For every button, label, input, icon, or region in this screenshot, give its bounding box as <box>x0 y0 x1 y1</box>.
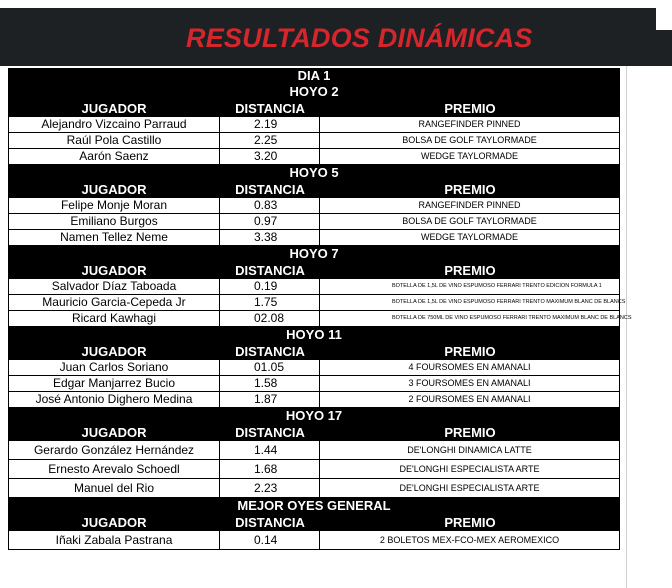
column-header-row <box>8 262 620 279</box>
prize-cell: RANGEFINDER PINNED <box>320 117 620 133</box>
column-header-distance: DISTANCIA <box>235 263 305 278</box>
distance-cell: 1.44 <box>220 441 320 460</box>
prize-cell: DE'LONGHI DINAMICA LATTE <box>320 441 620 460</box>
distance-cell: 0.83 <box>220 198 320 214</box>
column-header-distance: DISTANCIA <box>235 101 305 116</box>
column-header-prize: PREMIO <box>444 515 496 530</box>
column-header-prize: PREMIO <box>444 182 496 197</box>
table-row <box>8 392 620 408</box>
player-cell: Salvador Díaz Taboada <box>8 279 220 295</box>
section-header <box>8 408 620 424</box>
distance-cell: 3.38 <box>220 230 320 246</box>
player-cell: Ricard Kawhagi <box>8 311 220 327</box>
table-row <box>8 376 620 392</box>
prize-cell: WEDGE TAYLORMADE <box>320 230 620 246</box>
table-row <box>8 149 620 165</box>
table-row <box>8 117 620 133</box>
section-header <box>8 327 620 343</box>
player-cell: Juan Carlos Soriano <box>8 360 220 376</box>
column-header-row <box>8 181 620 198</box>
results-table <box>8 68 632 550</box>
column-header-row <box>8 424 620 441</box>
player-cell: Alejandro Vizcaino Parraud <box>8 117 220 133</box>
player-cell: Raúl Pola Castillo <box>8 133 220 149</box>
distance-cell: 2.19 <box>220 117 320 133</box>
distance-cell: 2.25 <box>220 133 320 149</box>
prize-cell: DE'LONGHI ESPECIALISTA ARTE <box>320 460 620 479</box>
prize-cell: 2 FOURSOMES EN AMANALI <box>320 392 620 408</box>
prize-cell: RANGEFINDER PINNED <box>320 198 620 214</box>
column-header-player: JUGADOR <box>81 425 147 440</box>
table-row <box>8 479 620 498</box>
table-row <box>8 531 620 550</box>
prize-cell: DE'LONGHI ESPECIALISTA ARTE <box>320 479 620 498</box>
player-cell: Iñaki Zabala Pastrana <box>8 531 220 550</box>
prize-cell: BOTELLA DE 1,5L DE VINO ESPUMOSO FERRARI TRENTO MAXIMUM BLANC DE BLANCS <box>320 295 620 311</box>
section-title: MEJOR OYES GENERAL <box>237 498 391 513</box>
player-cell: Emiliano Burgos <box>8 214 220 230</box>
column-header-distance: DISTANCIA <box>235 344 305 359</box>
column-header-prize: PREMIO <box>444 425 496 440</box>
section-title: HOYO 17 <box>285 408 343 423</box>
prize-cell: 4 FOURSOMES EN AMANALI <box>320 360 620 376</box>
prize-cell: BOLSA DE GOLF TAYLORMADE <box>320 214 620 230</box>
prize-cell: 3 FOURSOMES EN AMANALI <box>320 376 620 392</box>
distance-cell: 01.05 <box>220 360 320 376</box>
distance-cell: 1.75 <box>220 295 320 311</box>
table-row <box>8 133 620 149</box>
column-header-player: JUGADOR <box>81 263 147 278</box>
distance-cell: 1.68 <box>220 460 320 479</box>
column-header-prize: PREMIO <box>444 344 496 359</box>
section-title: HOYO 5 <box>289 165 339 180</box>
table-row <box>8 230 620 246</box>
column-header-distance: DISTANCIA <box>235 425 305 440</box>
player-cell: Aarón Saenz <box>8 149 220 165</box>
day-header <box>8 68 620 84</box>
section-header <box>8 165 620 181</box>
section-header <box>8 246 620 262</box>
column-header-distance: DISTANCIA <box>235 515 305 530</box>
table-row <box>8 198 620 214</box>
player-cell: Namen Tellez Neme <box>8 230 220 246</box>
distance-cell: 02.08 <box>220 311 320 327</box>
column-header-row <box>8 514 620 531</box>
prize-cell: BOTELLA DE 750ML DE VINO ESPUMOSO FERRARI TRENTO MAXIMUM BLANC DE BLANCS <box>320 311 620 327</box>
distance-cell: 1.87 <box>220 392 320 408</box>
distance-cell: 3.20 <box>220 149 320 165</box>
prize-cell: WEDGE TAYLORMADE <box>320 149 620 165</box>
table-row <box>8 214 620 230</box>
column-header-player: JUGADOR <box>81 515 147 530</box>
column-header-player: JUGADOR <box>81 182 147 197</box>
table-row <box>8 295 626 311</box>
header-banner-edge <box>656 30 672 66</box>
prize-cell: BOLSA DE GOLF TAYLORMADE <box>320 133 620 149</box>
player-cell: José Antonio Dighero Medina <box>8 392 220 408</box>
player-cell: Edgar Manjarrez Bucio <box>8 376 220 392</box>
grid-line <box>626 66 627 588</box>
prize-cell: BOTELLA DE 1,5L DE VINO ESPUMOSO FERRARI TRENTO EDICION FORMULA 1 <box>320 279 620 295</box>
column-header-row <box>8 100 620 117</box>
player-cell: Manuel del Rio <box>8 479 220 498</box>
distance-cell: 0.97 <box>220 214 320 230</box>
section-header <box>8 498 620 514</box>
page-title: RESULTADOS DINÁMICAS <box>186 23 533 53</box>
column-header-prize: PREMIO <box>444 101 496 116</box>
column-header-row <box>8 343 620 360</box>
table-row <box>8 279 620 295</box>
section-title: HOYO 2 <box>289 84 339 99</box>
table-row <box>8 460 620 479</box>
column-header-prize: PREMIO <box>444 263 496 278</box>
section-header <box>8 84 620 100</box>
table-row <box>8 441 620 460</box>
player-cell: Gerardo González Hernández <box>8 441 220 460</box>
distance-cell: 2.23 <box>220 479 320 498</box>
distance-cell: 1.58 <box>220 376 320 392</box>
player-cell: Ernesto Arevalo Schoedl <box>8 460 220 479</box>
player-cell: Felipe Monje Moran <box>8 198 220 214</box>
table-row <box>8 311 632 327</box>
prize-cell: 2 BOLETOS MEX-FCO-MEX AEROMEXICO <box>320 531 620 550</box>
player-cell: Mauricio Garcia-Cepeda Jr <box>8 295 220 311</box>
section-title: HOYO 11 <box>286 327 342 342</box>
distance-cell: 0.19 <box>220 279 320 295</box>
column-header-distance: DISTANCIA <box>235 182 305 197</box>
section-title: HOYO 7 <box>289 246 339 261</box>
day-label: DIA 1 <box>297 68 331 83</box>
column-header-player: JUGADOR <box>81 344 147 359</box>
column-header-player: JUGADOR <box>81 101 147 116</box>
table-row <box>8 360 620 376</box>
distance-cell: 0.14 <box>220 531 320 550</box>
